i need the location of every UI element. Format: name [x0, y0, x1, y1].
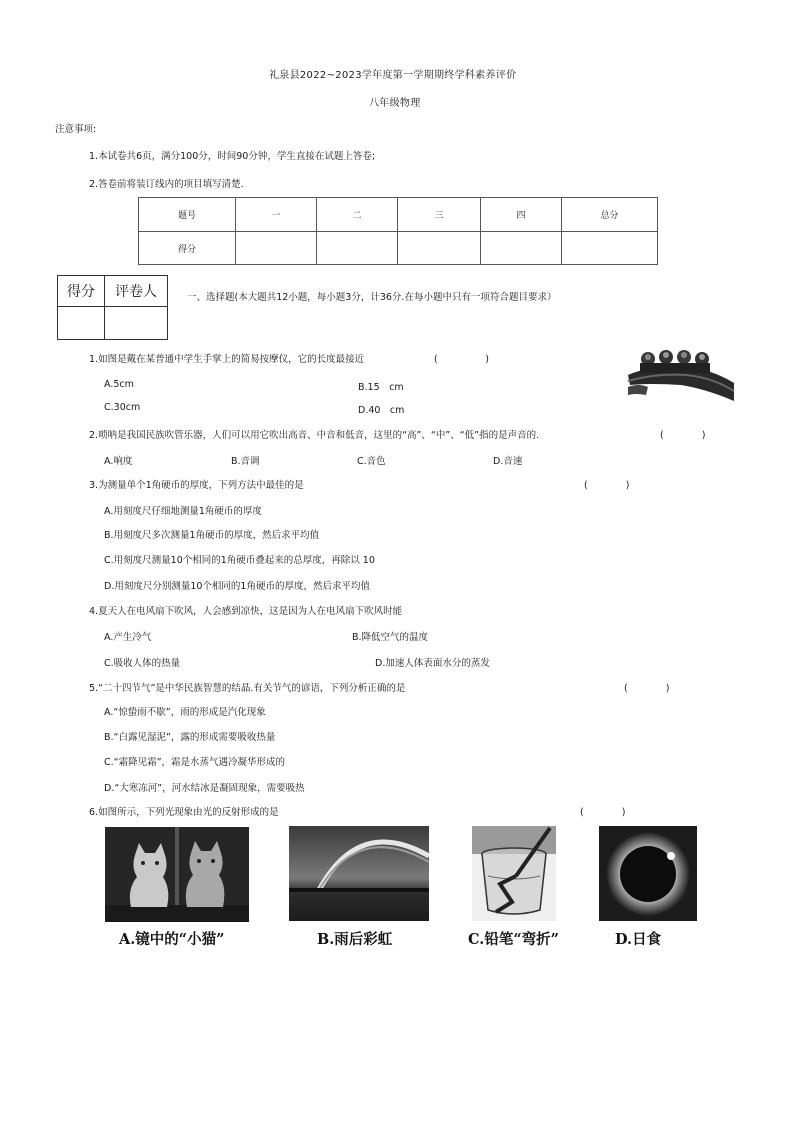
notes-heading: 注意事项: — [55, 124, 97, 135]
question-6-answer-paren[interactable]: ( ) — [580, 807, 626, 818]
question-2-option-d[interactable]: D.音速 — [493, 456, 523, 467]
section1-heading: 一、选择题(本大题共12小题，每小题3分，计36分.在每小题中只有一项符合题目要求） — [187, 292, 557, 303]
grader-box — [57, 275, 168, 340]
score-table-header-total: 总分 — [562, 198, 658, 232]
score-cell[interactable] — [481, 232, 562, 265]
pencil-in-water-photo-icon — [472, 826, 556, 921]
question-3-option-b[interactable]: B.用刻度尺多次测量1角硬币的厚度，然后求平均值 — [104, 530, 320, 541]
rainbow-photo-icon — [289, 826, 429, 921]
question-1-option-b[interactable]: B.15 cm — [358, 382, 404, 393]
score-table-header-3: 三 — [398, 198, 481, 232]
question-3-answer-paren[interactable]: ( ) — [584, 480, 630, 491]
question-3-option-d[interactable]: D.用刻度尺分别测量10个相同的1角硬币的厚度，然后求平均值 — [104, 581, 370, 592]
question-5-stem: 5.“二十四节气”是中华民族智慧的结晶.有关节气的谚语，下列分析正确的是 — [89, 683, 406, 694]
question-5-answer-paren[interactable]: ( ) — [624, 683, 670, 694]
score-table-header-1: 一 — [236, 198, 317, 232]
question-5-option-d[interactable]: D.“大寒冻河”，河水结冰是凝固现象，需要吸热 — [104, 783, 305, 794]
question-2-option-c[interactable]: C.音色 — [357, 456, 386, 467]
question-4-stem: 4.夏天人在电风扇下吹风，人会感到凉快，这是因为人在电风扇下吹风时能 — [89, 606, 403, 617]
question-2-option-a[interactable]: A.响度 — [104, 456, 133, 467]
question-3-option-a[interactable]: A.用刻度尺仔细地测量1角硬币的厚度 — [104, 506, 262, 517]
note-item-1: 1.本试卷共6页，满分100分，时间90分钟，学生直接在试题上答卷; — [89, 151, 376, 162]
note-item-2: 2.答卷前将装订线内的项目填写清楚. — [89, 179, 244, 190]
score-table-header-4: 四 — [481, 198, 562, 232]
solar-eclipse-photo-icon — [599, 826, 697, 921]
score-table-row-label: 得分 — [139, 232, 236, 265]
question-3-stem: 3.为测量单个1角硬币的厚度，下列方法中最佳的是 — [89, 480, 304, 491]
question-2-stem: 2.唢呐是我国民族吹管乐器，人们可以用它吹出高音、中音和低音，这里的“高”、“中”、“低”指的是声音的. — [89, 430, 540, 441]
score-table — [138, 197, 658, 265]
page-subtitle: 八年级物理 — [369, 98, 421, 109]
score-table-header-number: 题号 — [139, 198, 236, 232]
page-title: 礼泉县2022~2023学年度第一学期期终学科素养评价 — [269, 70, 517, 81]
question-1-option-a[interactable]: A.5cm — [104, 379, 134, 390]
question-1-option-c[interactable]: C.30cm — [104, 402, 141, 413]
question-4-option-a[interactable]: A.产生冷气 — [104, 632, 152, 643]
score-cell[interactable] — [398, 232, 481, 265]
question-5-option-a[interactable]: A.“惊蛰雨不歇”，雨的形成是汽化现象 — [104, 707, 266, 718]
grader-score-label: 得分 — [58, 276, 105, 307]
question-6-caption-c[interactable]: C.铅笔“弯折” — [468, 931, 560, 948]
grader-name-label: 评卷人 — [105, 276, 168, 307]
question-4-option-c[interactable]: C.吸收人体的热量 — [104, 658, 181, 669]
question-4-option-b[interactable]: B.降低空气的温度 — [352, 632, 429, 643]
question-6-caption-d[interactable]: D.日食 — [615, 931, 662, 948]
question-6-stem: 6.如图所示，下列光现象由光的反射形成的是 — [89, 807, 279, 818]
question-1-stem: 1.如图是戴在某普通中学生手掌上的简易按摩仪，它的长度最接近 — [89, 354, 365, 365]
mirror-cat-photo-icon — [105, 827, 249, 922]
question-5-option-b[interactable]: B.“白露见湿泥”，露的形成需要吸收热量 — [104, 732, 276, 743]
score-table-header-2: 二 — [317, 198, 398, 232]
question-4-option-d[interactable]: D.加速人体表面水分的蒸发 — [375, 658, 490, 669]
question-1-answer-paren[interactable]: ( ) — [434, 354, 489, 365]
score-cell[interactable] — [236, 232, 317, 265]
question-3-option-c[interactable]: C.用刻度尺测量10个相同的1角硬币叠起来的总厚度，再除以 10 — [104, 555, 375, 566]
score-cell[interactable] — [562, 232, 658, 265]
massager-photo-icon — [626, 343, 736, 403]
question-2-option-b[interactable]: B.音调 — [231, 456, 260, 467]
question-2-answer-paren[interactable]: ( ) — [660, 430, 706, 441]
question-5-option-c[interactable]: C.“霜降见霜”，霜是水蒸气遇冷凝华形成的 — [104, 757, 285, 768]
question-6-caption-b[interactable]: B.雨后彩虹 — [317, 931, 393, 948]
question-6-caption-a[interactable]: A.镜中的“小猫” — [119, 931, 225, 948]
question-1-option-d[interactable]: D.40 cm — [358, 405, 405, 416]
grader-name-cell[interactable] — [105, 307, 168, 340]
score-cell[interactable] — [317, 232, 398, 265]
grader-score-cell[interactable] — [58, 307, 105, 340]
